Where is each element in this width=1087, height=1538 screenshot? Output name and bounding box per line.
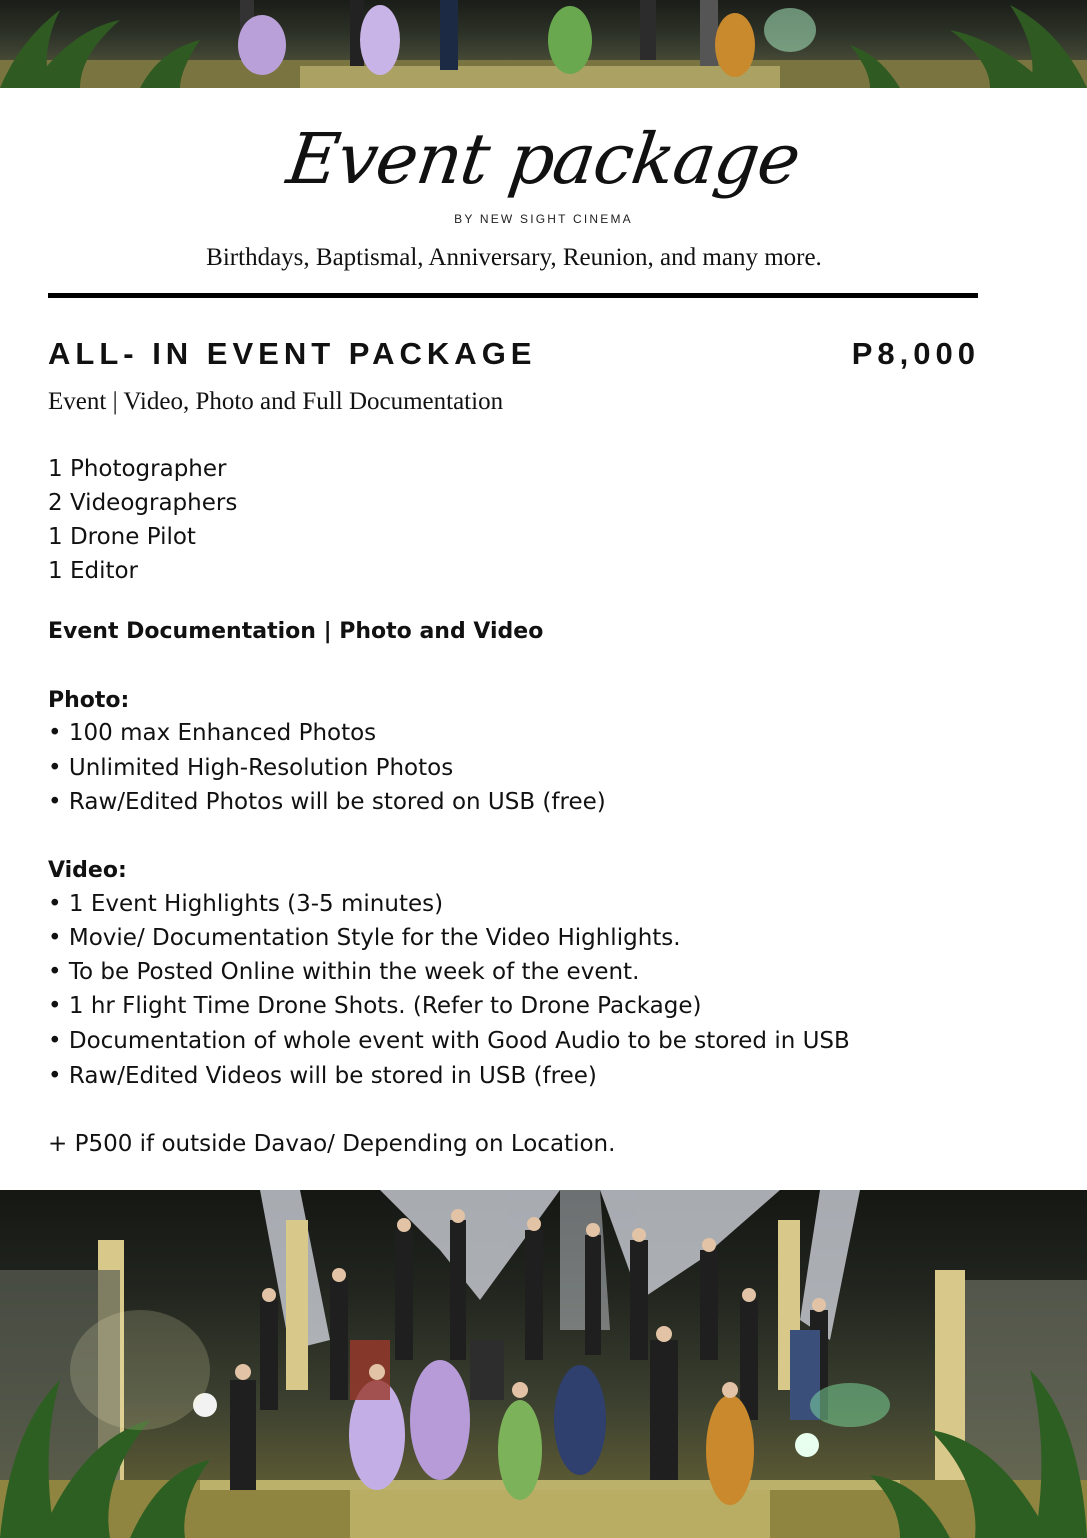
brand-byline: BY NEW SIGHT CINEMA <box>454 212 633 226</box>
page-title: Event package <box>282 118 805 200</box>
crew-item: 1 Editor <box>48 558 139 584</box>
package-name: ALL- IN EVENT PACKAGE <box>48 336 537 371</box>
package-price: P8,000 <box>851 336 980 371</box>
documentation-heading: Event Documentation | Photo and Video <box>48 619 544 644</box>
video-item: • To be Posted Online within the week of the event. <box>48 959 640 985</box>
crew-item: 2 Videographers <box>48 490 238 516</box>
bottom-event-photo <box>0 1190 1087 1538</box>
video-item: • Documentation of whole event with Good Audio to be stored in USB <box>48 1028 850 1054</box>
event-types-subtitle: Birthdays, Baptismal, Anniversary, Reunion, and many more. <box>206 244 822 271</box>
crew-item: 1 Photographer <box>48 456 227 482</box>
photo-item: • 100 max Enhanced Photos <box>48 720 377 746</box>
photo-item: • Unlimited High-Resolution Photos <box>48 755 454 781</box>
video-heading: Video: <box>48 858 127 883</box>
photo-item: • Raw/Edited Photos will be stored on USB (free) <box>48 789 606 815</box>
video-item: • 1 Event Highlights (3-5 minutes) <box>48 891 444 917</box>
photo-heading: Photo: <box>48 688 130 713</box>
crew-item: 1 Drone Pilot <box>48 524 196 550</box>
package-description: Event | Video, Photo and Full Documentation <box>48 388 504 415</box>
video-item: • Movie/ Documentation Style for the Video Highlights. <box>48 925 681 951</box>
video-item: • Raw/Edited Videos will be stored in USB (free) <box>48 1063 597 1089</box>
location-surcharge-note: + P500 if outside Davao/ Depending on Location. <box>48 1131 616 1157</box>
video-item: • 1 hr Flight Time Drone Shots. (Refer to Drone Package) <box>48 993 702 1019</box>
top-event-photo <box>0 0 1087 88</box>
divider-rule <box>48 293 978 298</box>
